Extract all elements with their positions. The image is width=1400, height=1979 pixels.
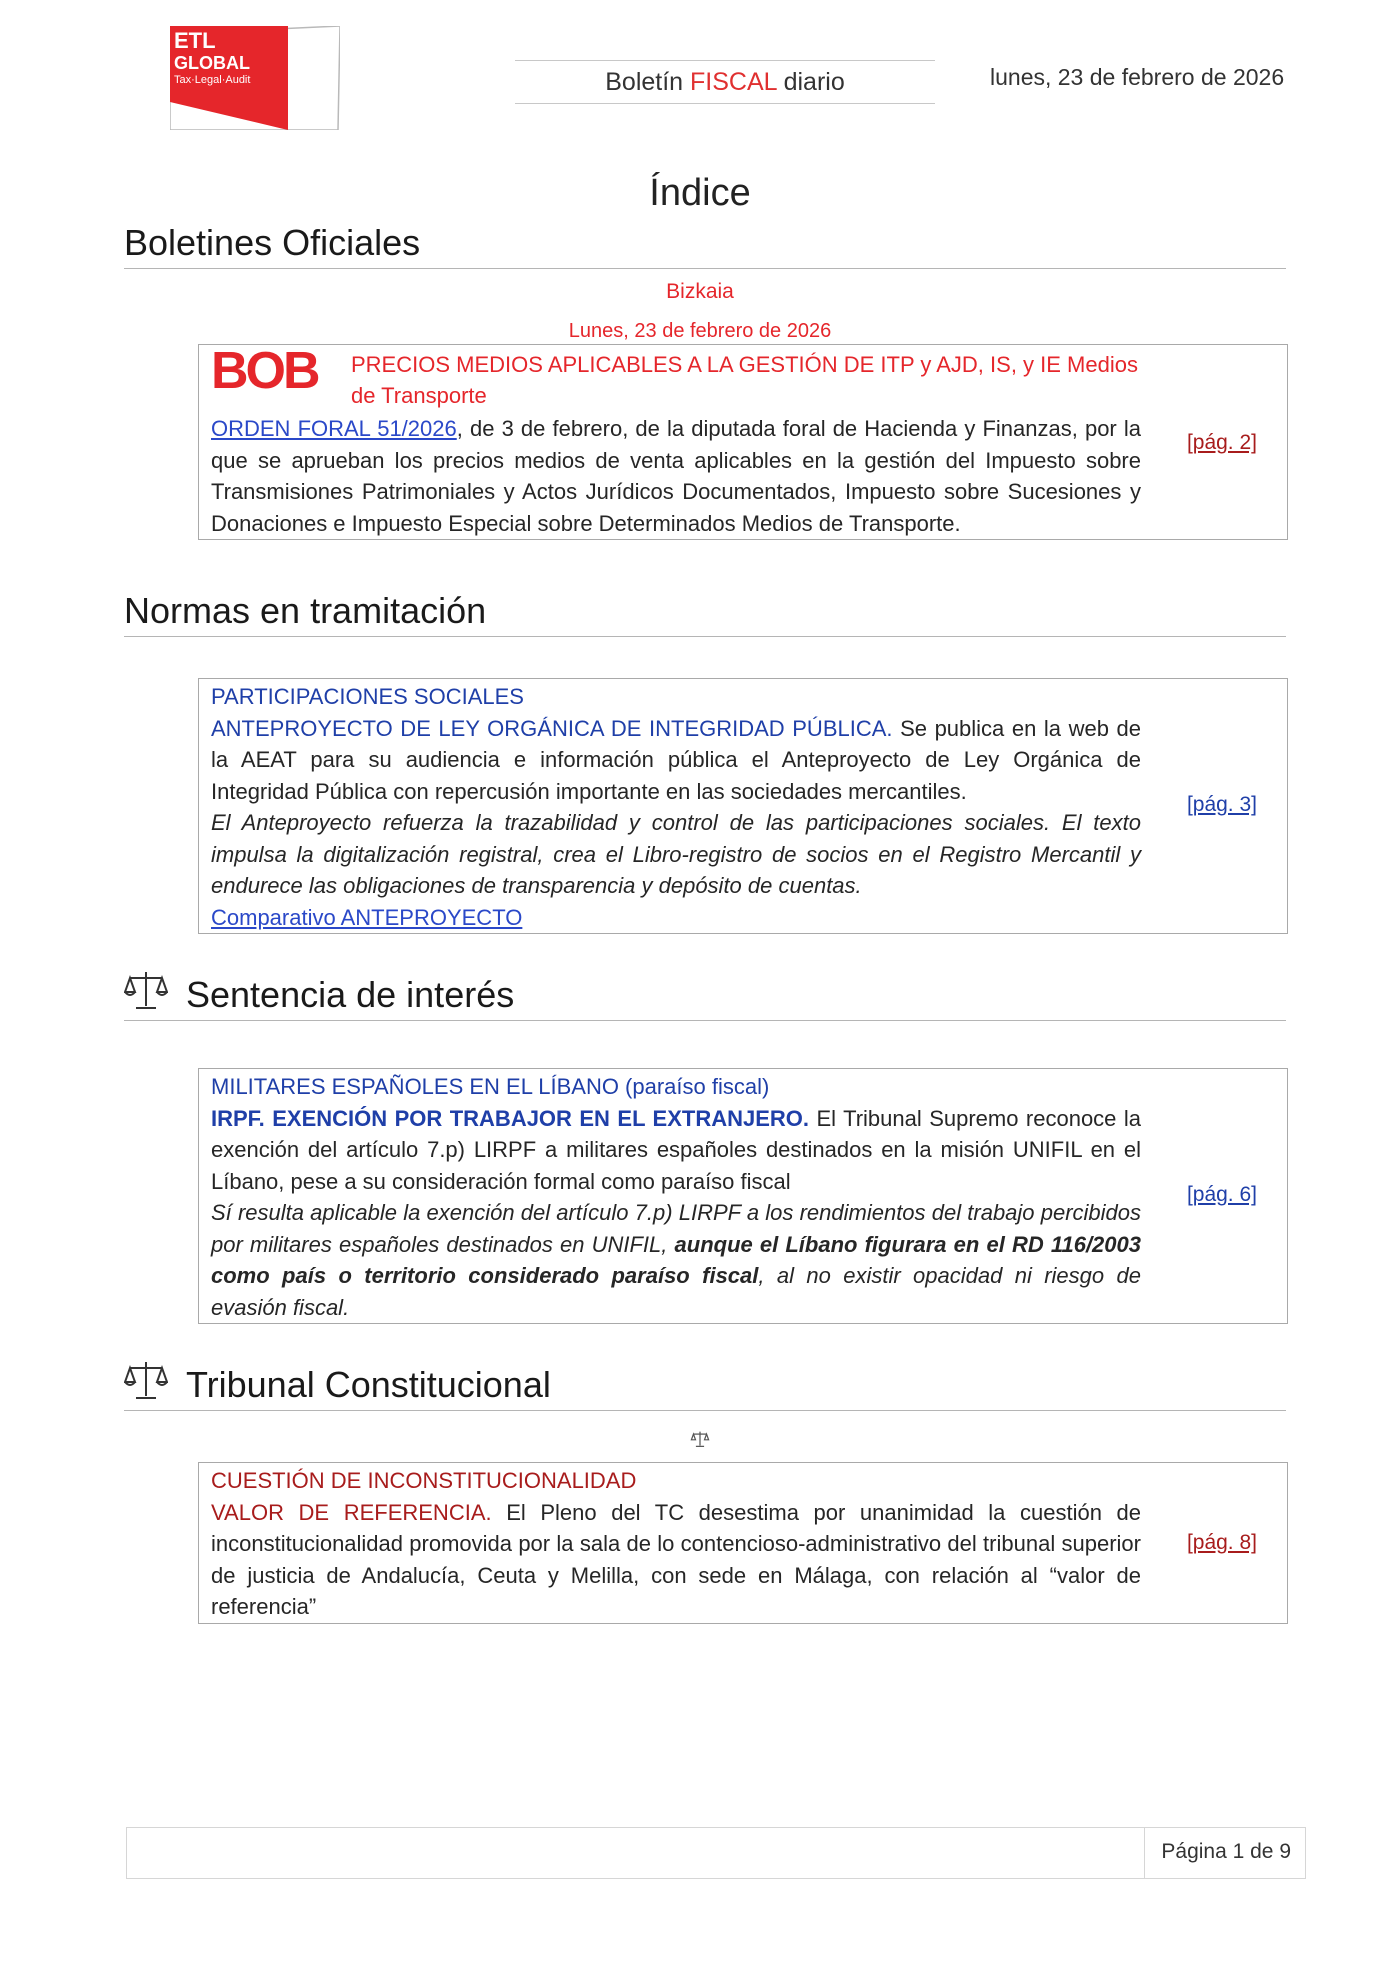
sentencia-card (198, 1068, 1288, 1324)
index-title: Índice (649, 172, 751, 214)
section-normas-heading (124, 590, 1286, 637)
region-date: Lunes, 23 de febrero de 2026 (568, 320, 832, 342)
page-ref-link[interactable]: [pág. 6] (1186, 1183, 1257, 1206)
normas-text: Se publica en la web de la AEAT para su audiencia e información pública el Anteproyecto de Ley Orgánica de Integridad Pública con repercusión importante en las sociedades mercantiles. (211, 715, 1141, 804)
tribunal-headline: VALOR DE REFERENCIA. (211, 1499, 492, 1525)
title-post: diario (776, 68, 845, 96)
scale-icon (690, 1430, 710, 1448)
boletin-body (211, 413, 1141, 539)
tribunal-body (211, 1465, 1141, 1623)
sentencia-summary-b: , al no existir opacidad ni riesgo de evasión fiscal. (211, 1263, 1141, 1320)
page-number: Página 1 de 9 (1161, 1840, 1291, 1863)
section-boletines-heading (124, 222, 1286, 269)
title-highlight: FISCAL (690, 68, 777, 96)
bulletin-title (515, 60, 935, 104)
title-pre: Boletín (605, 68, 691, 96)
boletin-heading: PRECIOS MEDIOS APLICABLES A LA GESTIÓN DE ITP y AJD, IS, y IE Medios de Transporte (351, 352, 1138, 408)
page-footer (126, 1827, 1306, 1879)
logo-etl: ETL (174, 28, 216, 53)
etl-global-logo (170, 26, 340, 130)
page-ref-link[interactable]: [pág. 2] (1186, 431, 1257, 454)
region-label: Bizkaia (666, 280, 734, 303)
normas-card (198, 678, 1288, 934)
normas-category: PARTICIPACIONES SOCIALES (211, 684, 524, 709)
section-tribunal-heading (124, 1358, 1286, 1411)
comparativo-link[interactable]: Comparativo ANTEPROYECTO (211, 904, 523, 930)
logo-tagline: Tax·Legal·Audit (174, 74, 251, 86)
section-title: Normas en tramitación (124, 590, 487, 631)
sentencia-text: El Tribunal Supremo reconoce la exención del artículo 7.p) LIRPF a militares españoles destinados en la misión UNIFIL en el Líbano, pese a su consideración formal como paraíso fiscal (211, 1105, 1141, 1194)
boletin-card (198, 344, 1288, 540)
sentencia-summary-bold: aunque el Líbano figurara en el RD 116/2003 como país o territorio considerado paraíso fiscal (211, 1231, 1142, 1288)
section-title: Boletines Oficiales (124, 222, 421, 263)
logo-global: GLOBAL (174, 53, 250, 73)
bob-badge: BOB (211, 342, 318, 400)
section-title: Tribunal Constitucional (186, 1364, 551, 1405)
scale-icon (124, 1358, 168, 1402)
scale-icon (124, 968, 168, 1012)
tribunal-card (198, 1462, 1288, 1624)
page-ref-link[interactable]: [pág. 8] (1186, 1531, 1257, 1554)
tribunal-category: CUESTIÓN DE INCONSTITUCIONALIDAD (211, 1468, 637, 1493)
section-title: Sentencia de interés (186, 974, 515, 1015)
boletin-text: , de 3 de febrero, de la diputada foral de Hacienda y Finanzas, por la que se aprueban los precios medios de venta aplicables en la gestión del Impuesto sobre Transmisiones Patrimoniales y Actos Jurídicos Documentados, Impuesto sobre Sucesiones y Donaciones e Impuesto Especial sobre Determinados Medios de Transporte. (211, 416, 1141, 536)
normas-summary: El Anteproyecto refuerza la trazabilidad y control de las participaciones sociales. El texto impulsa la digitalización registral, crea el Libro-registro de socios en el Registro Mercantil y endurece las obligaciones de transparencia y depósito de cuentas. (211, 810, 1141, 898)
normas-headline: ANTEPROYECTO DE LEY ORGÁNICA DE INTEGRIDAD PÚBLICA. (211, 715, 893, 741)
page-ref-link[interactable]: [pág. 3] (1186, 793, 1257, 816)
header-date: lunes, 23 de febrero de 2026 (990, 64, 1285, 90)
normas-body (211, 681, 1141, 933)
sentencia-summary (211, 1197, 1141, 1323)
sentencia-summary-a: Sí resulta aplicable la exención del artículo 7.p) LIRPF a los rendimientos del trabajo percibidos por militares españoles destinados en UNIFIL, (211, 1200, 1141, 1257)
sentencia-category: MILITARES ESPAÑOLES EN EL LÍBANO (paraíso fiscal) (211, 1074, 770, 1099)
sentencia-body (211, 1071, 1141, 1323)
section-sentencia-heading (124, 968, 1286, 1021)
orden-foral-link[interactable]: ORDEN FORAL 51/2026 (211, 416, 457, 441)
sentencia-headline: IRPF. EXENCIÓN POR TRABAJOR EN EL EXTRANJERO. (211, 1105, 810, 1131)
tribunal-text: El Pleno del TC desestima por unanimidad la cuestión de inconstitucionalidad promovida por la sala de lo contencioso-administrativo del tribunal superior de justicia de Andalucía, Ceuta y Melilla, con sede en Málaga, con relación al “valor de referencia” (211, 1499, 1141, 1619)
